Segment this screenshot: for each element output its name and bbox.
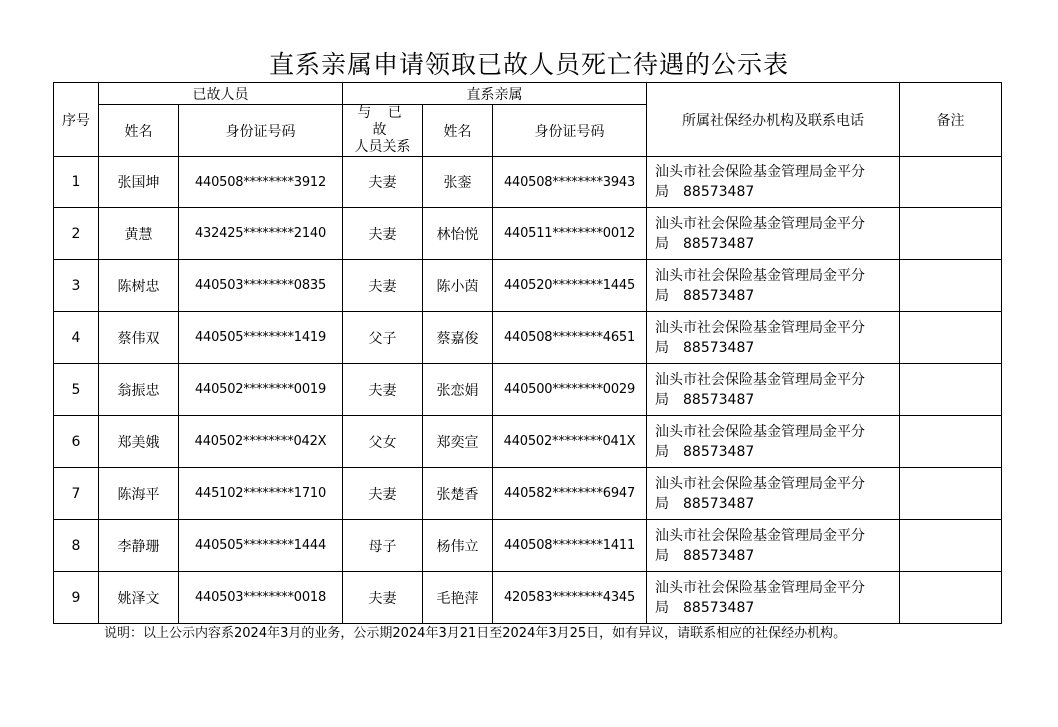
deceased-name-cell: 李静珊 bbox=[99, 520, 179, 572]
org-name-line: 汕头市社会保险基金管理局金平分 bbox=[655, 475, 865, 492]
page-title: 直系亲属申请领取已故人员死亡待遇的公示表 bbox=[268, 50, 789, 79]
org-name-line: 汕头市社会保险基金管理局金平分 bbox=[655, 319, 865, 336]
deceased-id-cell: 440502********042X bbox=[179, 416, 343, 468]
org-name-line: 汕头市社会保险基金管理局金平分 bbox=[655, 215, 865, 232]
relative-id-cell: 440502********041X bbox=[493, 416, 647, 468]
seq-cell: 8 bbox=[54, 520, 99, 572]
relative-name-cell: 毛艳萍 bbox=[423, 572, 493, 624]
relative-id-cell: 420583********4345 bbox=[493, 572, 647, 624]
org-phone-line: 局 88573487 bbox=[655, 184, 755, 200]
relation-cell: 夫妻 bbox=[343, 468, 423, 520]
table-row bbox=[54, 468, 1002, 520]
org-cell bbox=[647, 468, 900, 520]
table-row bbox=[54, 416, 1002, 468]
relative-id-cell: 440511********0012 bbox=[493, 208, 647, 260]
org-cell bbox=[647, 520, 900, 572]
seq-cell: 6 bbox=[54, 416, 99, 468]
relation-cell: 父子 bbox=[343, 312, 423, 364]
table-row bbox=[54, 520, 1002, 572]
remarks-cell bbox=[900, 157, 1002, 208]
relative-name-cell: 张銮 bbox=[423, 157, 493, 208]
seq-cell: 5 bbox=[54, 364, 99, 416]
org-phone-line: 局 88573487 bbox=[655, 287, 755, 304]
deceased-name-cell: 陈树忠 bbox=[99, 260, 179, 312]
deceased-name-cell: 张国坤 bbox=[99, 157, 179, 208]
deceased-name-cell: 姚泽文 bbox=[99, 572, 179, 624]
org-cell bbox=[647, 312, 900, 364]
relative-id-cell: 440508********4651 bbox=[493, 312, 647, 364]
org-name-line: 汕头市社会保险基金管理局金平分 bbox=[655, 267, 865, 284]
table-row bbox=[54, 157, 1002, 208]
org-name-line: 汕头市社会保险基金管理局金平分 bbox=[655, 423, 865, 440]
org-phone-line: 局 88573487 bbox=[655, 339, 755, 356]
deceased-id-cell: 445102********1710 bbox=[179, 468, 343, 520]
seq-cell: 3 bbox=[54, 260, 99, 312]
org-phone-line: 局 88573487 bbox=[655, 547, 755, 564]
header-remarks: 备注 bbox=[900, 83, 1002, 157]
relative-id-cell: 440520********1445 bbox=[493, 260, 647, 312]
relative-name-cell: 林怡悦 bbox=[423, 208, 493, 260]
header-org: 所属社保经办机构及联系电话 bbox=[647, 83, 900, 157]
relation-cell: 夫妻 bbox=[343, 572, 423, 624]
header-seq: 序号 bbox=[54, 83, 99, 157]
deceased-id-cell: 432425********2140 bbox=[179, 208, 343, 260]
relative-name-cell: 陈小茵 bbox=[423, 260, 493, 312]
remarks-cell bbox=[900, 260, 1002, 312]
org-cell bbox=[647, 157, 900, 208]
relative-id-cell: 440508********3943 bbox=[493, 157, 647, 208]
relation-cell: 夫妻 bbox=[343, 157, 423, 208]
footnote: 说明：以上公示内容系2024年3月的业务，公示期2024年3月21日至2024年3月25日，如有异议，请联系相应的社保经办机构。 bbox=[104, 626, 847, 641]
header-relation bbox=[343, 105, 423, 157]
org-cell bbox=[647, 416, 900, 468]
org-cell bbox=[647, 364, 900, 416]
org-cell bbox=[647, 260, 900, 312]
seq-cell: 2 bbox=[54, 208, 99, 260]
header-relative-id: 身份证号码 bbox=[493, 105, 647, 157]
seq-cell: 7 bbox=[54, 468, 99, 520]
header-relative-name: 姓名 bbox=[423, 105, 493, 157]
org-name-line: 汕头市社会保险基金管理局金平分 bbox=[655, 371, 865, 388]
table-row bbox=[54, 208, 1002, 260]
deceased-id-cell: 440505********1444 bbox=[179, 520, 343, 572]
org-phone-line: 局 88573487 bbox=[655, 391, 755, 408]
relative-id-cell: 440508********1411 bbox=[493, 520, 647, 572]
header-relation-line2: 人员关系 bbox=[354, 139, 411, 155]
seq-cell: 1 bbox=[54, 157, 99, 208]
table-row bbox=[54, 312, 1002, 364]
org-phone-line: 局 88573487 bbox=[655, 599, 755, 616]
relation-cell: 母子 bbox=[343, 520, 423, 572]
relation-cell: 父女 bbox=[343, 416, 423, 468]
table-row bbox=[54, 364, 1002, 416]
org-name-line: 汕头市社会保险基金管理局金平分 bbox=[655, 579, 865, 596]
deceased-name-cell: 翁振忠 bbox=[99, 364, 179, 416]
deceased-id-cell: 440505********1419 bbox=[179, 312, 343, 364]
remarks-cell bbox=[900, 468, 1002, 520]
seq-cell: 4 bbox=[54, 312, 99, 364]
relative-name-cell: 张楚香 bbox=[423, 468, 493, 520]
relation-cell: 夫妻 bbox=[343, 208, 423, 260]
org-phone-line: 局 88573487 bbox=[655, 495, 755, 512]
header-name: 姓名 bbox=[99, 105, 179, 157]
relation-cell: 夫妻 bbox=[343, 260, 423, 312]
relative-name-cell: 张恋娟 bbox=[423, 364, 493, 416]
remarks-cell bbox=[900, 312, 1002, 364]
remarks-cell bbox=[900, 364, 1002, 416]
org-phone-line: 局 88573487 bbox=[655, 443, 755, 460]
deceased-id-cell: 440502********0019 bbox=[179, 364, 343, 416]
org-cell bbox=[647, 572, 900, 624]
deceased-name-cell: 蔡伟双 bbox=[99, 312, 179, 364]
remarks-cell bbox=[900, 520, 1002, 572]
deceased-name-cell: 郑美娥 bbox=[99, 416, 179, 468]
remarks-cell bbox=[900, 572, 1002, 624]
table-row bbox=[54, 260, 1002, 312]
deceased-id-cell: 440503********0835 bbox=[179, 260, 343, 312]
header-row-1 bbox=[54, 83, 1002, 105]
relative-name-cell: 蔡嘉俊 bbox=[423, 312, 493, 364]
deceased-id-cell: 440508********3912 bbox=[179, 157, 343, 208]
seq-cell: 9 bbox=[54, 572, 99, 624]
org-name-line: 汕头市社会保险基金管理局金平分 bbox=[655, 527, 865, 544]
notice-table bbox=[53, 82, 1002, 624]
remarks-cell bbox=[900, 416, 1002, 468]
table-row bbox=[54, 572, 1002, 624]
header-relatives: 直系亲属 bbox=[343, 83, 647, 105]
relative-id-cell: 440582********6947 bbox=[493, 468, 647, 520]
header-id: 身份证号码 bbox=[179, 105, 343, 157]
remarks-cell bbox=[900, 208, 1002, 260]
header-relation-line1: 与 已 故 bbox=[357, 105, 408, 138]
relative-id-cell: 440500********0029 bbox=[493, 364, 647, 416]
deceased-name-cell: 陈海平 bbox=[99, 468, 179, 520]
org-name-line: 汕头市社会保险基金管理局金平分 bbox=[655, 164, 865, 180]
relative-name-cell: 郑奕宣 bbox=[423, 416, 493, 468]
org-phone-line: 局 88573487 bbox=[655, 235, 755, 252]
deceased-name-cell: 黄慧 bbox=[99, 208, 179, 260]
relation-cell: 夫妻 bbox=[343, 364, 423, 416]
org-cell bbox=[647, 208, 900, 260]
header-deceased: 已故人员 bbox=[99, 83, 343, 105]
relative-name-cell: 杨伟立 bbox=[423, 520, 493, 572]
deceased-id-cell: 440503********0018 bbox=[179, 572, 343, 624]
